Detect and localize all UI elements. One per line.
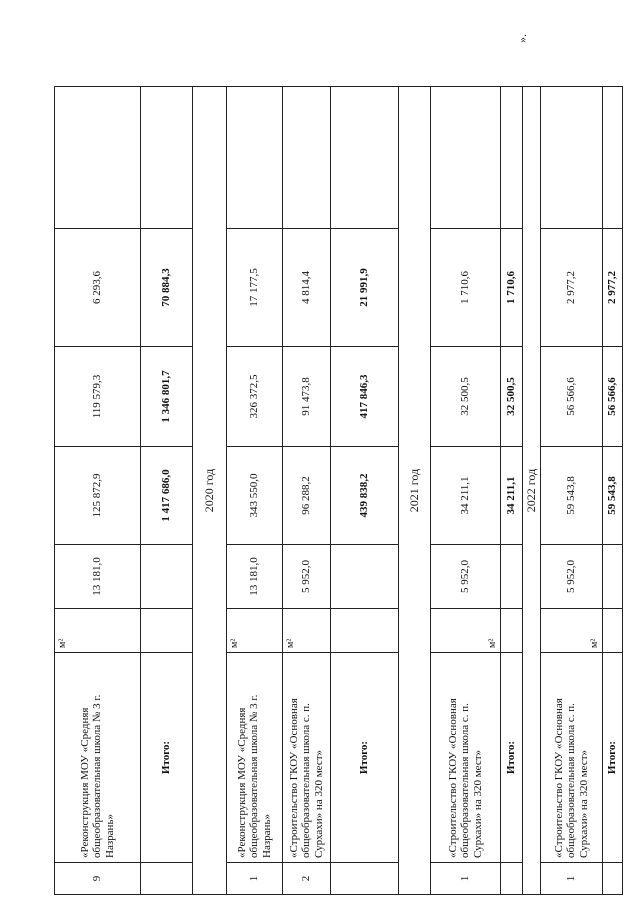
- unit-cell: м²: [55, 609, 141, 653]
- amount-total: 59 543,8: [541, 447, 603, 545]
- amount-regional: 4 814,4: [283, 229, 331, 347]
- financing-table: [54, 86, 623, 895]
- total-federal: 417 846,3: [331, 347, 399, 447]
- amount-federal: 32 500,5: [431, 347, 501, 447]
- year-header-row: [523, 87, 541, 895]
- unit-cell: м²: [431, 609, 501, 653]
- table-row: [431, 87, 501, 895]
- amount-total: 96 288,2: [283, 447, 331, 545]
- capacity-cell: 5 952,0: [431, 545, 501, 609]
- total-row: [501, 87, 523, 895]
- empty-cell: [141, 863, 193, 895]
- unit-cell: м²: [227, 609, 283, 653]
- empty-cell: [141, 87, 193, 229]
- empty-cell: [141, 545, 193, 609]
- amount-federal: 56 566,6: [541, 347, 603, 447]
- empty-cell: [603, 609, 623, 653]
- total-label: Итого:: [603, 653, 623, 863]
- empty-cell: [603, 545, 623, 609]
- empty-cell: [501, 87, 523, 229]
- total-amount: 34 211,1: [501, 447, 523, 545]
- amount-total: 34 211,1: [431, 447, 501, 545]
- total-federal: 56 566,6: [603, 347, 623, 447]
- amount-federal: 326 372,5: [227, 347, 283, 447]
- table-row: [541, 87, 603, 895]
- total-row: [603, 87, 623, 895]
- row-number: 1: [541, 863, 603, 895]
- table-row: [227, 87, 283, 895]
- amount-federal: 91 473,8: [283, 347, 331, 447]
- total-regional: 70 884,3: [141, 229, 193, 347]
- table-row: [55, 87, 141, 895]
- amount-regional: 1 710,6: [431, 229, 501, 347]
- table-row: [283, 87, 331, 895]
- year-header-row: [193, 87, 227, 895]
- total-row: [141, 87, 193, 895]
- empty-cell: [603, 87, 623, 229]
- empty-cell: [331, 545, 399, 609]
- year-header-row: [399, 87, 431, 895]
- total-regional: 1 710,6: [501, 229, 523, 347]
- unit-cell: м²: [541, 609, 603, 653]
- empty-cell: [331, 863, 399, 895]
- total-row: [331, 87, 399, 895]
- capacity-cell: 13 181,0: [55, 545, 141, 609]
- empty-cell: [603, 863, 623, 895]
- object-name: «Строительство ГКОУ «Основная общеобразовательная школа с. п. Сурхахи» на 320 мест»: [431, 653, 501, 863]
- amount-federal: 119 579,3: [55, 347, 141, 447]
- capacity-cell: 5 952,0: [541, 545, 603, 609]
- year-label: 2021 год: [399, 87, 431, 895]
- total-label: Итого:: [331, 653, 399, 863]
- amount-total: 125 872,9: [55, 447, 141, 545]
- row-number: 1: [227, 863, 283, 895]
- row-number: 2: [283, 863, 331, 895]
- object-name: «Реконструкция МОУ «Средняя общеобразовательная школа № 3 г. Назрань»: [55, 653, 141, 863]
- total-regional: 2 977,2: [603, 229, 623, 347]
- row-number: 1: [431, 863, 501, 895]
- closing-quote-mark: ».: [515, 34, 529, 43]
- empty-cell: [331, 609, 399, 653]
- total-label: Итого:: [501, 653, 523, 863]
- unit-cell: м²: [283, 609, 331, 653]
- empty-cell: [227, 87, 283, 229]
- empty-cell: [331, 87, 399, 229]
- empty-cell: [141, 609, 193, 653]
- row-number: 9: [55, 863, 141, 895]
- amount-regional: 6 293,6: [55, 229, 141, 347]
- object-name: «Строительство ГКОУ «Основная общеобразовательная школа с. п. Сурхахи» на 320 мест»: [283, 653, 331, 863]
- empty-cell: [283, 87, 331, 229]
- year-label: 2022 год: [523, 87, 541, 895]
- total-amount: 439 838,2: [331, 447, 399, 545]
- object-name: «Строительство ГКОУ «Основная общеобразовательная школа с. п. Сурхахи» на 320 мест»: [541, 653, 603, 863]
- empty-cell: [55, 87, 141, 229]
- total-federal: 32 500,5: [501, 347, 523, 447]
- empty-cell: [431, 87, 501, 229]
- empty-cell: [501, 609, 523, 653]
- amount-regional: 2 977,2: [541, 229, 603, 347]
- year-label: 2020 год: [193, 87, 227, 895]
- empty-cell: [541, 87, 603, 229]
- total-federal: 1 346 801,7: [141, 347, 193, 447]
- amount-regional: 17 177,5: [227, 229, 283, 347]
- empty-cell: [501, 545, 523, 609]
- total-regional: 21 991,9: [331, 229, 399, 347]
- capacity-cell: 13 181,0: [227, 545, 283, 609]
- total-amount: 59 543,8: [603, 447, 623, 545]
- amount-total: 343 550,0: [227, 447, 283, 545]
- capacity-cell: 5 952,0: [283, 545, 331, 609]
- object-name: «Реконструкция МОУ «Средняя общеобразовательная школа № 3 г. Назрань»: [227, 653, 283, 863]
- total-amount: 1 417 686,0: [141, 447, 193, 545]
- total-label: Итого:: [141, 653, 193, 863]
- empty-cell: [501, 863, 523, 895]
